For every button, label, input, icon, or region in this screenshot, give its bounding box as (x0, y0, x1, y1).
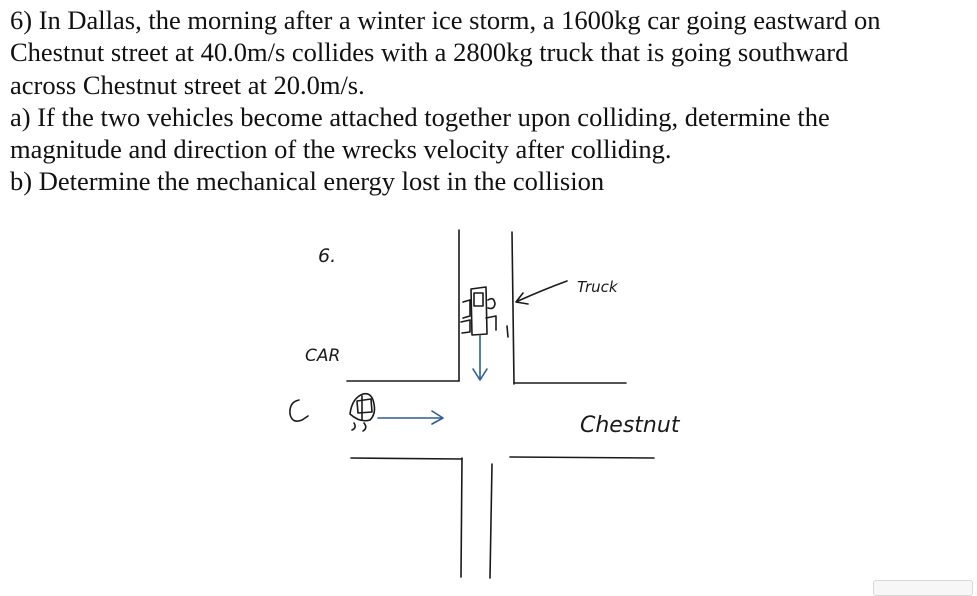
chestnut-street-bottom-edge-left (351, 458, 462, 459)
chestnut-street-bottom-edge-right (510, 457, 654, 458)
corner-badge (873, 580, 973, 596)
vertical-street-left-edge-lower (461, 458, 462, 577)
problem-number-label: 6. (318, 245, 337, 267)
problem-line: magnitude and direction of the wrecks velocity after colliding. (10, 134, 672, 165)
vertical-street-right-edge-lower (490, 464, 492, 578)
hand-g-mark (290, 400, 308, 421)
truck-label: Truck (577, 278, 618, 296)
problem-line: b) Determine the mechanical energy lost in the collision (10, 166, 605, 197)
car-velocity-arrow (378, 411, 443, 424)
problem-line: 6) In Dallas, the morning after a winter ice storm, a 1600kg car going eastward on (10, 5, 881, 35)
vertical-street-right-edge-upper (512, 232, 514, 384)
chestnut-street-label: Chestnut (580, 413, 680, 438)
problem-line: across Chestnut street at 20.0m/s. (10, 69, 365, 100)
car-label: CAR (305, 346, 341, 366)
truck-pointer-arrow (516, 281, 567, 304)
truck-drawing (461, 287, 508, 337)
car-drawing (350, 394, 375, 431)
truck-velocity-arrow (473, 335, 487, 380)
problem-line: a) If the two vehicles become attached together upon colliding, determine the (10, 101, 830, 132)
problem-line: Chestnut street at 40.0m/s collides with a 2800kg truck that is going southward (10, 37, 849, 68)
